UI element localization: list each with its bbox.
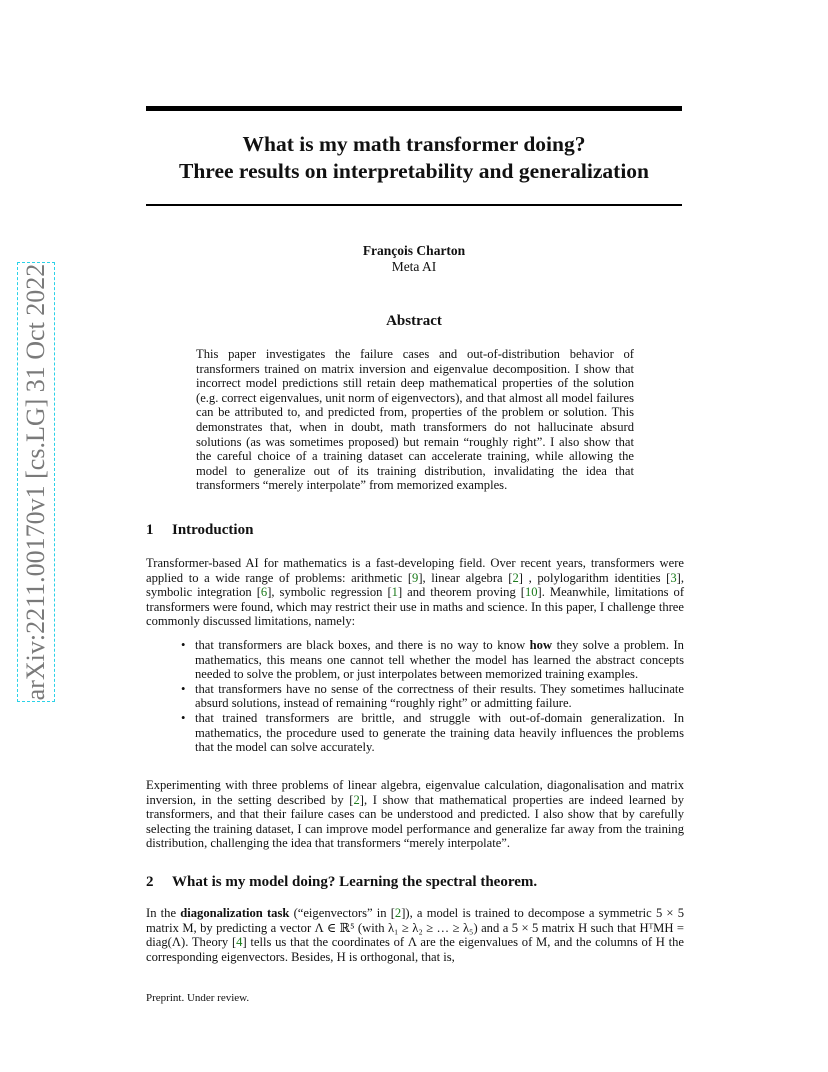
text-run: that transformers are black boxes, and there is no way to know bbox=[195, 638, 530, 652]
text-run: Transformer-based AI for mathematics is a fast-developing field. Over recent years, transformers were applied to a wide range of problems: arithmetic bbox=[146, 556, 684, 585]
author-name: François Charton bbox=[362, 243, 466, 258]
citation-link[interactable]: [ 2 ] bbox=[391, 906, 406, 920]
title-line-1: What is my math transformer doing? bbox=[242, 132, 586, 156]
title-top-rule bbox=[146, 106, 682, 111]
text-run: and theorem proving bbox=[402, 585, 521, 600]
text-run: , symbolic integration bbox=[146, 570, 684, 600]
arxiv-stamp[interactable]: arXiv:2211.00170v1 [cs.LG] 31 Oct 2022 bbox=[17, 262, 55, 702]
title-bottom-rule bbox=[146, 204, 682, 206]
citation-link[interactable]: [ 3 ] bbox=[666, 571, 681, 585]
list-item: • that transformers have no sense of the correctness of their results. They sometimes hallucinate absurd solutions, instead of remaining “roughly right” or admitting failure. bbox=[181, 682, 684, 711]
abstract-heading: Abstract bbox=[386, 313, 442, 329]
section-title: Introduction bbox=[172, 522, 254, 538]
text-run: , linear algebra bbox=[422, 570, 509, 585]
section-1-heading bbox=[146, 522, 253, 539]
text-run: , I show that mathematical properties are indeed learned by transformers, and that their failure cases can be understood and predicted. I also show that by carefully selecting the training dataset, I can improve model performance and generalize far away from the training distribution, challenging the idea that transformers “merely interpolate”. bbox=[146, 792, 684, 851]
citation-link[interactable]: [ 4 ] bbox=[232, 935, 247, 949]
section-number: 1 bbox=[146, 522, 154, 538]
citation-link[interactable]: [ 10 ] bbox=[521, 585, 542, 599]
section-2-paragraph bbox=[146, 906, 684, 964]
citation-link[interactable]: [ 1 ] bbox=[387, 585, 402, 599]
text-run: tells us that the coordinates of Λ are the eigenvalues of M, and the columns of H the corresponding eigenvectors. Besides, H is orthogonal, that is, bbox=[146, 935, 684, 964]
text-run: . Meanwhile, limitations of transformers were found, which may restrict their use in maths and science. In this paper, I challenge three commonly discussed limitations, namely: bbox=[146, 585, 685, 629]
citation-link[interactable]: [ 9 ] bbox=[408, 571, 423, 585]
citation-link[interactable]: [ 6 ] bbox=[257, 585, 272, 599]
section-title: What is my model doing? Learning the spectral theorem. bbox=[172, 874, 538, 890]
author-affiliation: Meta AI bbox=[391, 259, 437, 274]
intro-paragraph-1 bbox=[146, 556, 684, 629]
list-item bbox=[181, 638, 684, 682]
paper-title bbox=[146, 131, 682, 185]
abstract-text: This paper investigates the failure cases and out-of-distribution behavior of transformers trained on matrix inversion and eigenvalue decomposition. I show that incorrect model predictions still retain deep mathematical properties of the solution (e.g. correct eigenvalues, unit norm of eigenvectors), and that almost all model failures can be attributed to, and predicted from, properties of the problem or solution. This demonstrates that, when in doubt, math transformers do not hallucinate absurd solutions (as was sometimes proposed) but remain “roughly right”. I also show that the careful choice of a training dataset can accelerate training, while allowing the model to generalize out of its training distribution, invalidating the idea that transformers “merely interpolate” from memorized examples. bbox=[196, 347, 634, 493]
title-line-2: Three results on interpretability and generalization bbox=[179, 159, 649, 183]
text-run: Experimenting with three problems of linear algebra, eigenvalue calculation, diagonalisation and matrix inversion, in the setting described by bbox=[146, 778, 684, 807]
section-2-heading bbox=[146, 874, 537, 891]
intro-paragraph-2 bbox=[146, 778, 684, 851]
bold-text: diagonalization task bbox=[180, 906, 290, 920]
section-number: 2 bbox=[146, 874, 154, 890]
text-run: they solve a problem. In mathematics, this means one cannot tell whether the model has learned the abstract concepts needed to solve the problem, or just interpolates between memorized training examples. bbox=[195, 638, 684, 682]
citation-link[interactable]: [ 2 ] bbox=[349, 793, 364, 807]
list-item: • that trained transformers are brittle, and struggle with out-of-domain generalization. In mathematics, the procedure used to generate the training data heavily influences the problems that the model can solve accurately. bbox=[181, 711, 684, 755]
text-run: In the bbox=[146, 906, 181, 920]
author-block bbox=[146, 243, 682, 275]
limitations-list bbox=[181, 638, 684, 755]
citation-link[interactable]: [ 2 ] bbox=[508, 571, 523, 585]
text-run: ), a model is trained to decompose a symmetric 5 × 5 matrix M, by predicting a vector Λ ∈ ℝ⁵ (with λ₁ ≥ λ₂ ≥ … ≥ λ₅) and a 5 × 5 matrix H such that HᵀMH = diag(Λ). Theory bbox=[146, 906, 684, 950]
text-run: (“eigenvectors” in bbox=[289, 906, 391, 920]
footer-note: Preprint. Under review. bbox=[146, 992, 250, 1004]
bold-text: how bbox=[529, 638, 553, 652]
text-run: , symbolic regression bbox=[271, 585, 388, 600]
text-run: , polylogarithm identities bbox=[522, 570, 667, 585]
